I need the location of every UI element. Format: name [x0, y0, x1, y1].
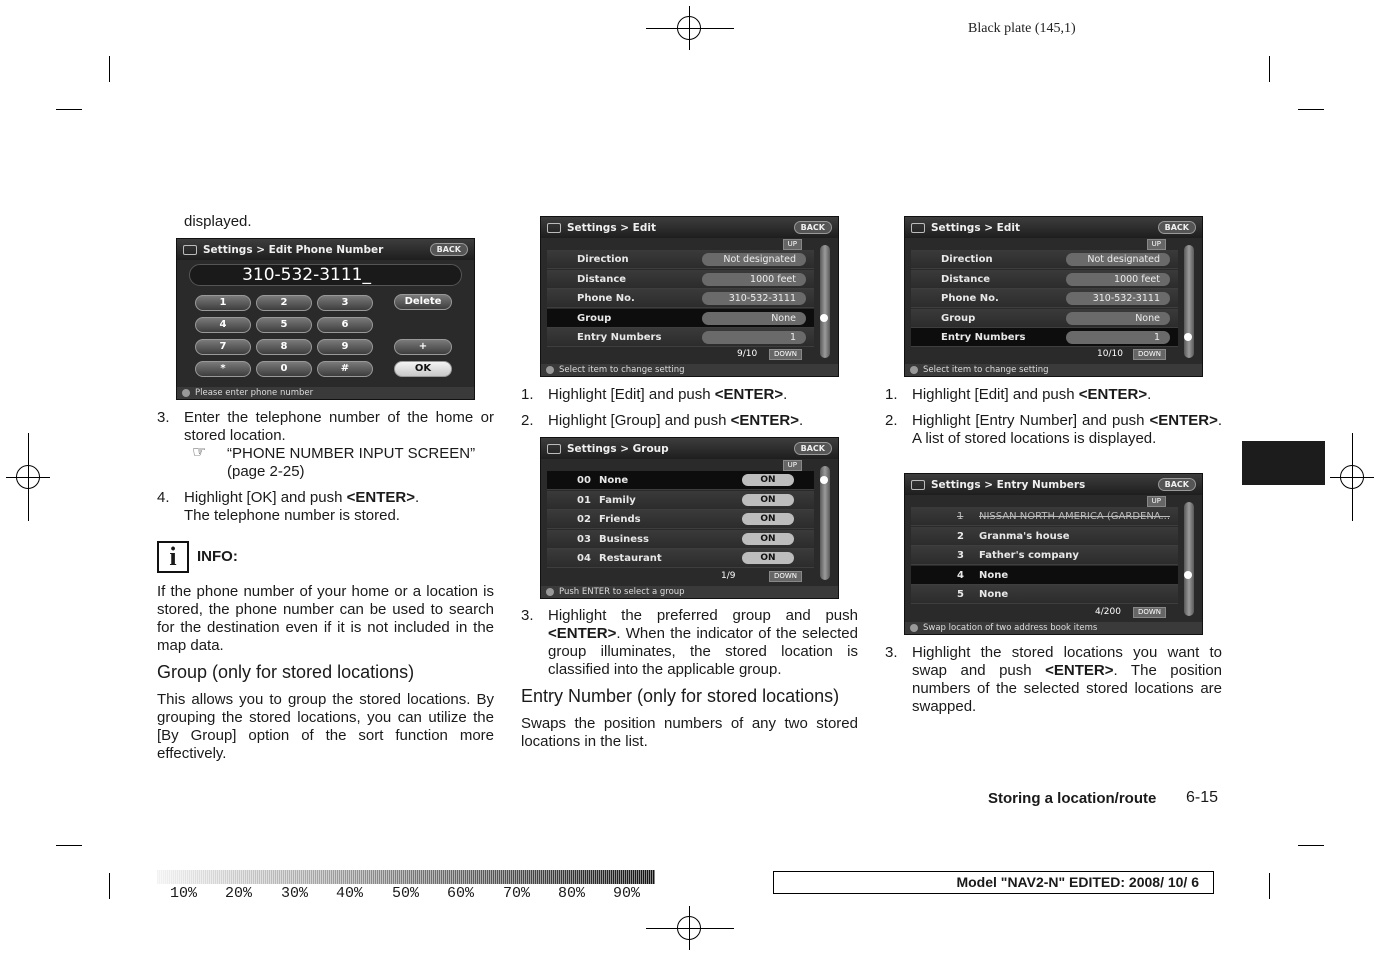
- back-button[interactable]: BACK: [794, 442, 832, 455]
- group-row-family[interactable]: 01 Family ON: [547, 491, 814, 510]
- back-button[interactable]: BACK: [430, 243, 468, 256]
- key-7[interactable]: 7: [195, 339, 251, 355]
- group-heading: Group (only for stored locations): [157, 662, 415, 682]
- percent-label: 70%: [503, 885, 531, 902]
- entry-row-3[interactable]: 3 Father's company: [911, 546, 1178, 565]
- screen-header: [541, 438, 838, 459]
- back-button[interactable]: BACK: [1158, 478, 1196, 491]
- up-button[interactable]: UP: [783, 460, 802, 471]
- step-4: 4. Highlight [OK] and push <ENTER>. The telephone number is stored.: [157, 489, 420, 524]
- entry-row-1[interactable]: 1 NISSAN NORTH AMERICA (GARDENA...: [911, 507, 1178, 526]
- screen-footer: Please enter phone number: [177, 387, 474, 399]
- screen-header: [905, 217, 1202, 238]
- group-body: This allows you to group the stored locations. By grouping the stored locations, you can utilize the [By Group] option of the sort function more effectively.: [157, 691, 494, 762]
- selection-dot: [820, 314, 828, 322]
- percent-label: 60%: [447, 885, 475, 902]
- column-3-steps-b: [885, 644, 1222, 716]
- settings-icon: [911, 223, 925, 233]
- step-1: 1. Highlight [Edit] and push <ENTER>.: [521, 386, 788, 403]
- entry-number-body: Swaps the position numbers of any two stored locations in the list.: [521, 715, 858, 750]
- column-1-steps: [157, 409, 494, 763]
- percent-label: 50%: [392, 885, 420, 902]
- page-indicator: 9/10: [737, 349, 758, 359]
- up-button[interactable]: UP: [783, 239, 802, 250]
- step-3: 3. Highlight the preferred group and push <ENTER>. When the indicator of the selected group illuminates, the stored location is classified into the applicable group.: [521, 607, 858, 678]
- model-edited-box: Model "NAV2-N" EDITED: 2008/ 10/ 6: [773, 871, 1214, 894]
- selection-dot: [1184, 571, 1192, 579]
- key-hash[interactable]: #: [317, 361, 373, 377]
- chapter-tab: [1242, 441, 1325, 485]
- percent-label: 80%: [558, 885, 586, 902]
- selection-dot: [820, 476, 828, 484]
- plate-label: Black plate (145,1): [968, 21, 1076, 36]
- entry-number-heading: Entry Number (only for stored locations): [521, 686, 840, 706]
- selection-dot: [1184, 333, 1192, 341]
- up-button[interactable]: UP: [1147, 239, 1166, 250]
- phone-number-display: 310-532-3111_: [189, 264, 462, 286]
- step-3: 3. Highlight the stored locations you want to swap and push <ENTER>. The position numbers of the selected stored locations are swapped.: [885, 644, 1223, 715]
- row-direction[interactable]: Direction Not designated: [911, 250, 1178, 269]
- step-2: 2. Highlight [Entry Number] and push <ENTER>. A list of stored locations is displayed.: [885, 412, 1222, 447]
- ok-button[interactable]: OK: [394, 361, 452, 377]
- percent-label: 90%: [613, 885, 641, 902]
- key-star[interactable]: *: [195, 361, 251, 377]
- down-button[interactable]: DOWN: [1133, 607, 1166, 618]
- group-row-friends[interactable]: 02 Friends ON: [547, 510, 814, 529]
- entry-row-5[interactable]: 5 None: [911, 585, 1178, 604]
- key-1[interactable]: 1: [195, 295, 251, 311]
- column-3-steps-a: [885, 386, 1222, 448]
- up-button[interactable]: UP: [1147, 496, 1166, 507]
- plus-button[interactable]: +: [394, 339, 452, 355]
- row-distance[interactable]: Distance 1000 feet: [547, 270, 814, 289]
- entry-numbers-screen: [904, 473, 1203, 635]
- percent-label: 30%: [281, 885, 309, 902]
- key-0[interactable]: 0: [256, 361, 312, 377]
- info-label: INFO:: [197, 548, 238, 565]
- gray-scale-bar: [157, 870, 655, 884]
- percent-label: 40%: [336, 885, 364, 902]
- key-9[interactable]: 9: [317, 339, 373, 355]
- page-indicator: 4/200: [1095, 607, 1121, 617]
- screen-footer: Swap location of two address book items: [905, 622, 1202, 634]
- group-screen: [540, 437, 839, 599]
- down-button[interactable]: DOWN: [1133, 349, 1166, 360]
- key-8[interactable]: 8: [256, 339, 312, 355]
- page-number: 6-15: [1186, 789, 1219, 806]
- info-icon: i: [157, 541, 189, 573]
- row-group[interactable]: Group None: [547, 309, 814, 328]
- displayed-text: displayed.: [184, 213, 252, 230]
- back-button[interactable]: BACK: [1158, 221, 1196, 234]
- row-entry-numbers[interactable]: Entry Numbers 1: [547, 328, 814, 347]
- step-2: 2. Highlight [Group] and push <ENTER>.: [521, 412, 804, 429]
- screen-header: [541, 217, 838, 238]
- row-entry-numbers[interactable]: Entry Numbers 1: [911, 328, 1178, 347]
- percent-label: 20%: [225, 885, 253, 902]
- page-indicator: 10/10: [1097, 349, 1123, 359]
- percent-label: 10%: [170, 885, 198, 902]
- column-1: [157, 213, 494, 231]
- info-text: If the phone number of your home or a location is stored, the phone number can be used to search for the destination even if it is not included in the map data.: [157, 583, 494, 654]
- column-2-steps-b: [521, 607, 858, 751]
- scroll-bar[interactable]: [1184, 502, 1194, 616]
- row-phone[interactable]: Phone No. 310-532-3111: [911, 289, 1178, 308]
- row-direction[interactable]: Direction Not designated: [547, 250, 814, 269]
- back-button[interactable]: BACK: [794, 221, 832, 234]
- screen-title: Settings > Edit Phone Number: [203, 243, 384, 256]
- pointing-hand-icon: ☞: [192, 444, 207, 461]
- settings-icon: [183, 245, 197, 255]
- page-indicator: 1/9: [721, 571, 736, 581]
- delete-button[interactable]: Delete: [394, 294, 452, 310]
- column-2-steps-a: [521, 386, 858, 430]
- screen-title: Settings > Group: [567, 442, 669, 455]
- edit-screen-group: [540, 216, 839, 377]
- group-row-business[interactable]: 03 Business ON: [547, 530, 814, 549]
- info-header: [157, 541, 494, 573]
- key-3[interactable]: 3: [317, 295, 373, 311]
- section-title: Storing a location/route: [988, 790, 1157, 807]
- screen-footer: Select item to change setting: [905, 364, 1202, 376]
- step-3: 3. Enter the telephone number of the home or stored location.: [157, 409, 494, 444]
- edit-screen-entry: [904, 216, 1203, 377]
- group-row-none[interactable]: 00 None ON: [547, 471, 814, 490]
- settings-icon: [547, 223, 561, 233]
- screen-title: Settings > Edit: [567, 221, 656, 234]
- screen-header: [905, 474, 1202, 495]
- row-group[interactable]: Group None: [911, 309, 1178, 328]
- screen-title: Settings > Entry Numbers: [931, 478, 1086, 491]
- key-4[interactable]: 4: [195, 317, 251, 333]
- screen-footer: Push ENTER to select a group: [541, 586, 838, 598]
- screen-footer: Select item to change setting: [541, 364, 838, 376]
- phone-number-screen: [176, 238, 475, 400]
- settings-icon: [911, 480, 925, 490]
- step-1: 1. Highlight [Edit] and push <ENTER>.: [885, 386, 1152, 403]
- scroll-bar[interactable]: [820, 245, 830, 358]
- page-reference: ☞ “PHONE NUMBER INPUT SCREEN” (page 2-25): [192, 444, 476, 480]
- screen-header: [177, 239, 474, 260]
- key-6[interactable]: 6: [317, 317, 373, 333]
- scroll-bar[interactable]: [1184, 245, 1194, 358]
- key-5[interactable]: 5: [256, 317, 312, 333]
- row-distance[interactable]: Distance 1000 feet: [911, 270, 1178, 289]
- screen-title: Settings > Edit: [931, 221, 1020, 234]
- down-button[interactable]: DOWN: [769, 349, 802, 360]
- group-row-restaurant[interactable]: 04 Restaurant ON: [547, 549, 814, 568]
- settings-icon: [547, 444, 561, 454]
- entry-row-2[interactable]: 2 Granma's house: [911, 527, 1178, 546]
- row-phone[interactable]: Phone No. 310-532-3111: [547, 289, 814, 308]
- entry-row-4[interactable]: 4 None: [911, 566, 1178, 585]
- key-2[interactable]: 2: [256, 295, 312, 311]
- down-button[interactable]: DOWN: [769, 571, 802, 582]
